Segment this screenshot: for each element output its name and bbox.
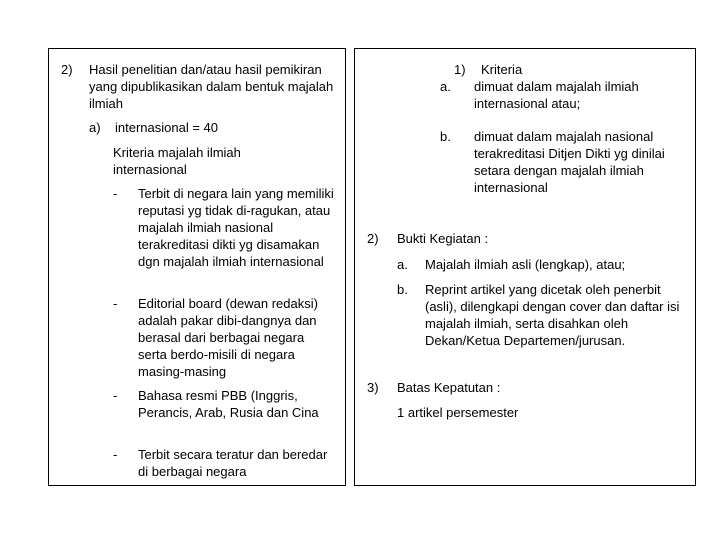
section-2-title: Bukti Kegiatan :: [397, 231, 489, 246]
section-3-number: 3): [367, 380, 379, 395]
evidence-item-text: Majalah ilmiah asli (lengkap), atau;: [425, 257, 626, 272]
section-3-value: 1 artikel persemester: [397, 405, 519, 420]
bullet-marker: -: [113, 388, 118, 403]
section-1-number: 1): [454, 62, 466, 77]
section-3-title: Batas Kepatutan :: [397, 380, 501, 395]
bullet-marker: -: [113, 186, 118, 201]
evidence-item-marker: b.: [397, 282, 408, 297]
criteria-item-marker: a.: [440, 79, 451, 94]
bullet-marker: -: [113, 296, 118, 311]
sub-item-marker: a): [89, 120, 101, 135]
criteria-item-text: dimuat dalam majalah nasional terakreditasi Ditjen Dikti yg dinilai setara dengan majalah ilmiah internasional: [474, 129, 665, 195]
section-1-title: Kriteria: [481, 62, 523, 77]
left-panel: [48, 48, 346, 486]
bullet-text: Terbit di negara lain yang memiliki reputasi yg tidak di-ragukan, atau majalah ilmiah nasional terakreditasi dikti yg disamakan dgn majalah ilmiah internasional: [138, 186, 334, 269]
bullet-text: Terbit secara teratur dan beredar di berbagai negara: [138, 447, 328, 479]
evidence-item-text: Reprint artikel yang dicetak oleh penerbit (asli), dilengkapi dengan cover dan daftar isi majalah ilmiah, serta disahkan oleh Dekan/Ketua Departemen/jurusan.: [425, 282, 680, 348]
bullet-text: Editorial board (dewan redaksi) adalah pakar dibi-dangnya dan berasal dari berbagai negara serta berdo-misili di negara masing-masing: [138, 296, 318, 379]
bullet-text: Bahasa resmi PBB (Inggris, Perancis, Arab, Rusia dan Cina: [138, 388, 319, 420]
left-item-heading: Hasil penelitian dan/atau hasil pemikiran yang dipublikasikan dalam bentuk majalah ilmiah: [89, 62, 334, 111]
evidence-item-marker: a.: [397, 257, 408, 272]
sub-item-label: internasional = 40: [115, 120, 218, 135]
section-2-number: 2): [367, 231, 379, 246]
bullet-marker: -: [113, 447, 118, 462]
criteria-item-text: dimuat dalam majalah ilmiah internasional atau;: [474, 79, 639, 111]
left-item-number: 2): [61, 62, 73, 77]
criteria-heading: Kriteria majalah ilmiah internasional: [113, 145, 241, 177]
right-panel: [354, 48, 696, 486]
criteria-item-marker: b.: [440, 129, 451, 144]
